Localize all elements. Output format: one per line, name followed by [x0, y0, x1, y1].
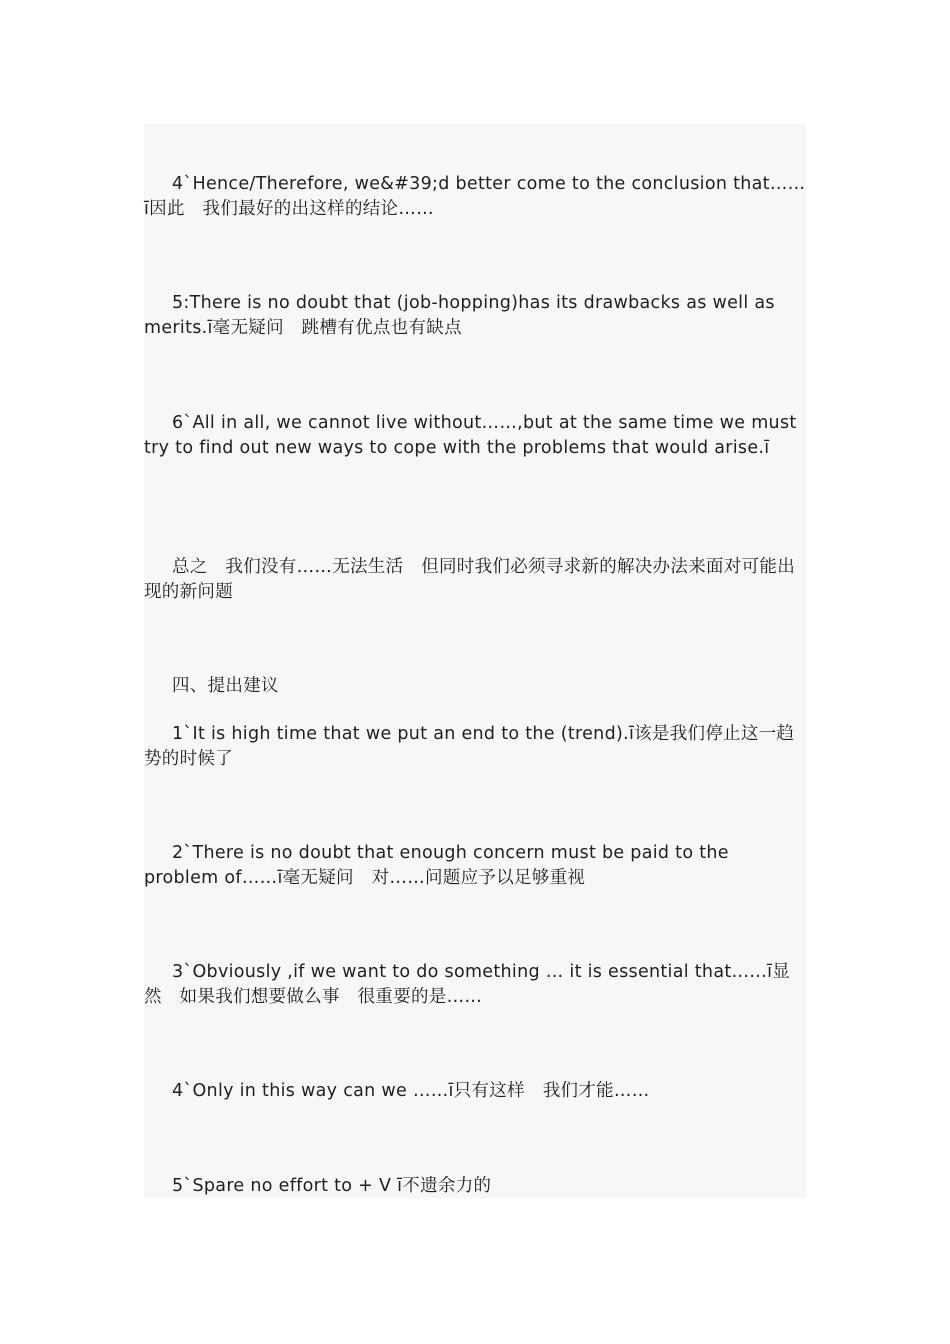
paragraph-conclusion-4: 4ˋHence/Therefore, we&#39;d better come to the conclusion that……ī因此 我们最好的出这样的结论……: [144, 174, 806, 219]
paragraph-suggestion-3: 3ˋObviously ,if we want to do something … it is essential that……ī显然 如果我们想要做么事 很重要的是……: [144, 962, 791, 1007]
paragraph-conclusion-6-translation: 总之 我们没有……无法生活 但同时我们必须寻求新的解决办法来面对可能出现的新问题: [144, 557, 795, 602]
paragraph-suggestion-5: 5ˋSpare no effort to + V ī不遗余力的: [172, 1176, 492, 1196]
paragraph-conclusion-5: 5:There is no doubt that (job-hopping)has its drawbacks as well as merits.ī毫无疑问 跳槽有优点也有缺点: [144, 293, 775, 338]
paragraph-suggestion-1: 1ˋIt is high time that we put an end to the (trend).ī该是我们停止这一趋势的时候了: [144, 724, 795, 769]
paragraph-suggestion-2: 2ˋThere is no doubt that enough concern must be paid to the problem of……ī毫无疑问 对……问题应予以足够重视: [144, 843, 729, 888]
document-panel: [144, 124, 806, 1198]
section-heading-suggestions: 四、提出建议: [172, 676, 279, 696]
paragraph-suggestion-4: 4ˋOnly in this way can we ……ī只有这样 我们才能……: [172, 1081, 650, 1101]
paragraph-conclusion-6: 6ˋAll in all, we cannot live without……,but at the same time we must try to find out new ways to cope with the problems that would arise.ī: [144, 413, 797, 458]
